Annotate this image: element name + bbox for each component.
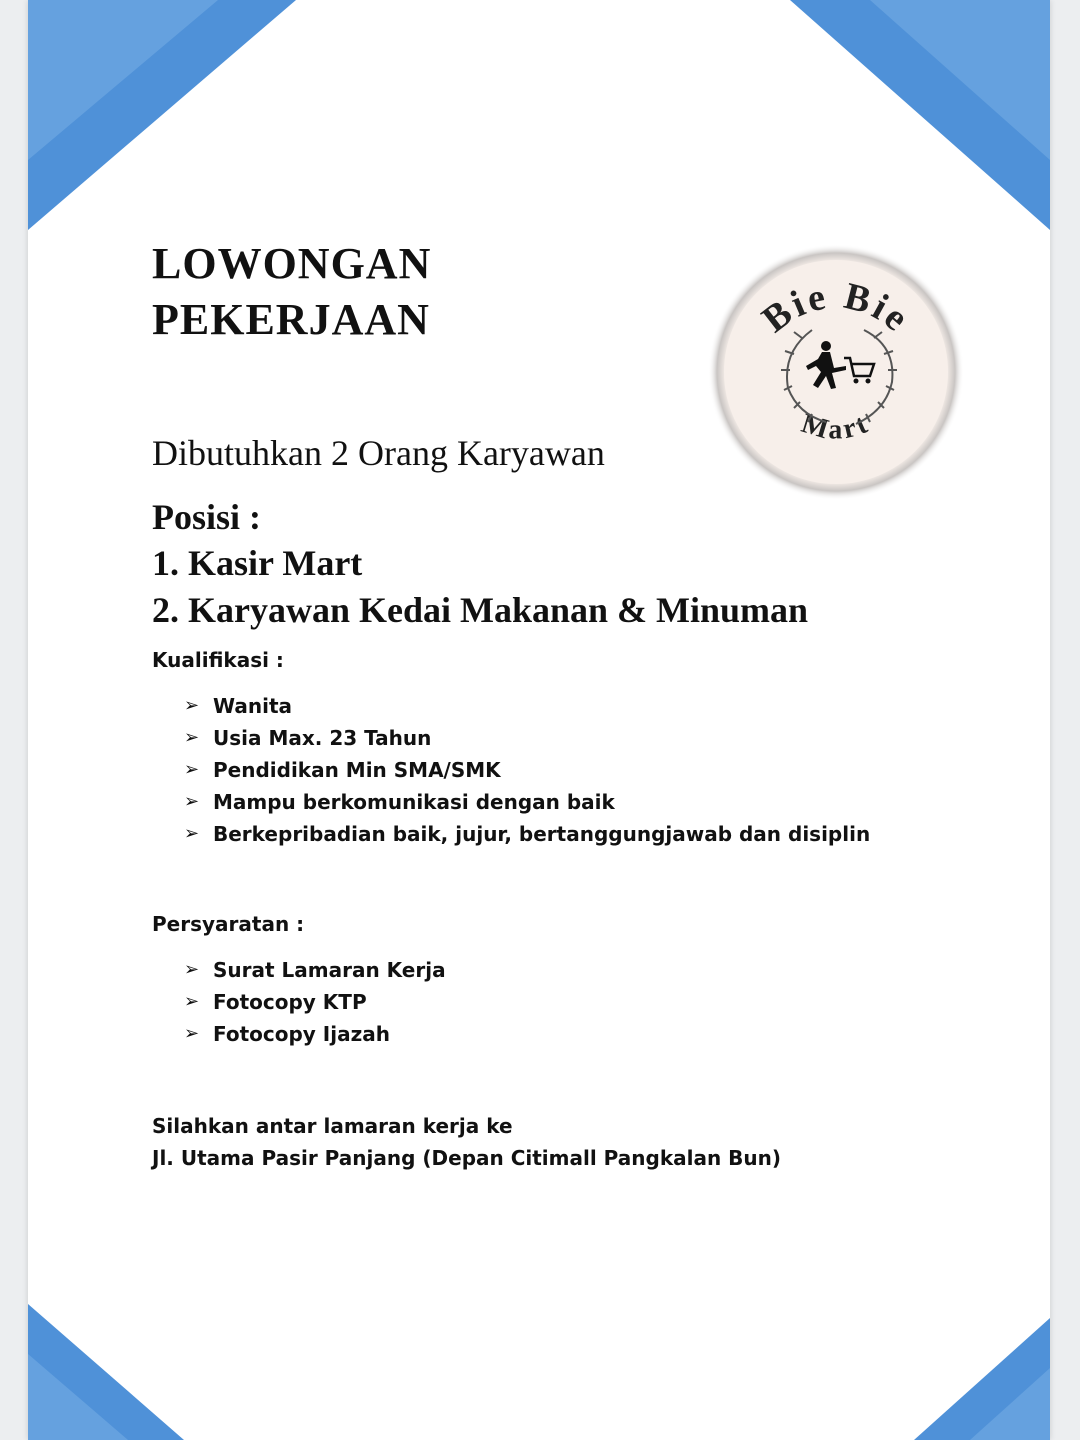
arrow-bullet-icon: ➢	[184, 991, 200, 1012]
list-item	[184, 818, 870, 850]
title-line-2: PEKERJAAN	[152, 295, 430, 344]
list-item	[184, 1018, 446, 1050]
list-item-text: Berkepribadian baik, jujur, bertanggungjawab dan disiplin	[213, 822, 871, 846]
list-item	[184, 722, 870, 754]
list-item	[184, 954, 446, 986]
positions-list	[152, 540, 808, 634]
list-item	[184, 754, 870, 786]
poster-page	[28, 0, 1050, 1440]
bie-bie-mart-logo	[706, 242, 966, 502]
corner-decoration-bottom-right	[914, 1318, 1050, 1440]
application-instructions	[152, 1110, 781, 1174]
arrow-bullet-icon: ➢	[184, 759, 200, 780]
arrow-bullet-icon: ➢	[184, 959, 200, 980]
list-item-text: Fotocopy Ijazah	[213, 1022, 390, 1046]
arrow-bullet-icon: ➢	[184, 791, 200, 812]
position-item: 2. Karyawan Kedai Makanan & Minuman	[152, 590, 809, 630]
logo-bottom-text: Mart	[797, 407, 875, 447]
qualifications-list	[184, 690, 870, 850]
list-item-text: Pendidikan Min SMA/SMK	[213, 758, 501, 782]
qualifications-label: Kualifikasi :	[152, 648, 284, 672]
list-item-text: Wanita	[213, 694, 292, 718]
list-item	[184, 690, 870, 722]
corner-decoration-top-left	[28, 0, 300, 232]
corner-decoration-bottom-left	[28, 1304, 188, 1440]
requirements-list	[184, 954, 446, 1050]
arrow-bullet-icon: ➢	[184, 1023, 200, 1044]
list-item	[184, 786, 870, 818]
position-item: 1. Kasir Mart	[152, 543, 363, 583]
list-item-text: Mampu berkomunikasi dengan baik	[213, 790, 615, 814]
logo-top-text: Bie Bie	[754, 275, 919, 342]
title-line-1: LOWONGAN	[152, 239, 432, 288]
positions-label: Posisi :	[152, 497, 262, 537]
requirements-label: Persyaratan :	[152, 912, 305, 936]
list-item	[184, 986, 446, 1018]
list-item-text: Usia Max. 23 Tahun	[213, 726, 432, 750]
list-item-text: Surat Lamaran Kerja	[213, 958, 446, 982]
address-text: Jl. Utama Pasir Panjang (Depan Citimall Pangkalan Bun)	[152, 1146, 782, 1170]
arrow-bullet-icon: ➢	[184, 695, 200, 716]
corner-decoration-top-right	[790, 0, 1050, 232]
arrow-bullet-icon: ➢	[184, 727, 200, 748]
instructions-line-1: Silahkan antar lamaran kerja ke	[152, 1114, 513, 1138]
list-item-text: Fotocopy KTP	[213, 990, 367, 1014]
needed-text: Dibutuhkan 2 Orang Karyawan	[152, 433, 605, 473]
page-title	[152, 236, 431, 348]
arrow-bullet-icon: ➢	[184, 823, 200, 844]
